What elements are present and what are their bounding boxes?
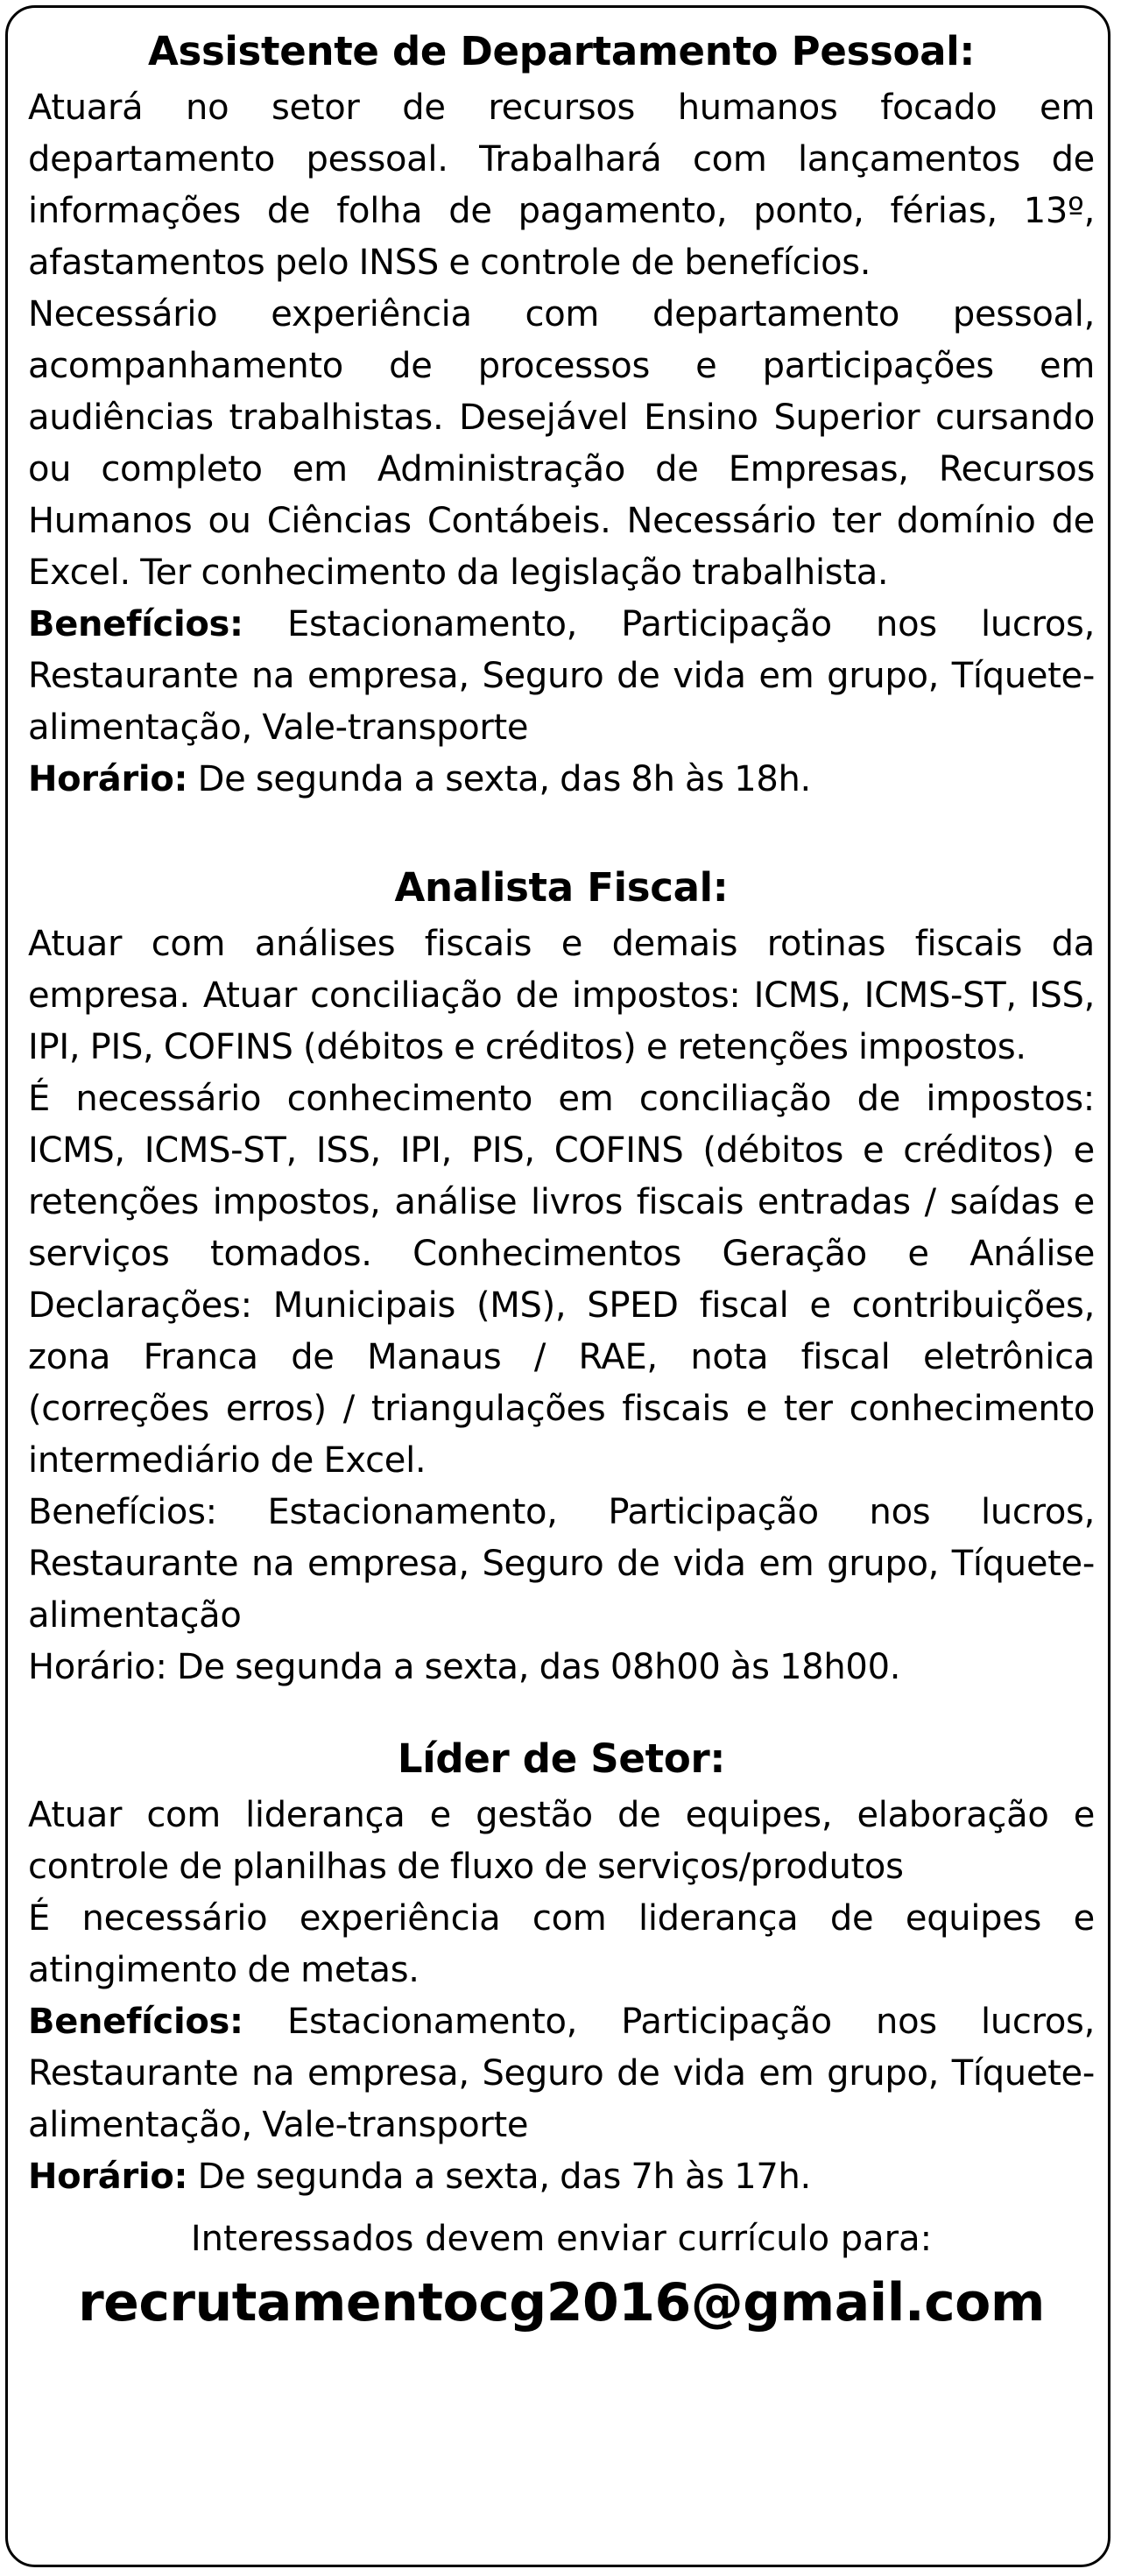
benefits-text: Estacionamento, Participação nos lucros, Restaurante na empresa, Seguro de vida em grupo, Tíquete-alimentação, Vale-transporte [28,2002,1095,2145]
benefits-text: Estacionamento, Participação nos lucros, Restaurante na empresa, Seguro de vida em grupo, Tíquete-alimentação, Vale-transporte [28,604,1095,748]
contact-section [28,2212,1095,2340]
job-requirements: Necessário experiência com departamento pessoal, acompanhamento de processos e participações em audiências trabalhistas. Desejável Ensino Superior cursando ou completo em Administração de Empresas, Recursos Humanos ou Ciências Contábeis. Necessário ter domínio de Excel. Ter conhecimento da legislação trabalhista. [28,294,1095,593]
hours-label: Horário: [28,759,188,799]
job-benefits [28,599,1095,754]
hours-label: Horário: [28,2157,188,2197]
contact-email: recrutamentocg2016@gmail.com [78,2272,1045,2333]
hours-text: De segunda a sexta, das 8h às 18h. [187,759,811,799]
contact-instructions: Interessados devem enviar currículo para: [190,2219,933,2259]
benefits-label: Benefícios: [28,2002,243,2042]
job-description: Atuar com liderança e gestão de equipes, elaboração e controle de planilhas de fluxo de serviços/produtos [28,1795,1095,1887]
job-requirements: É necessário experiência com liderança de equipes e atingimento de metas. [28,1898,1095,1990]
job-requirements: É necessário conhecimento em conciliação de impostos: ICMS, ICMS-ST, ISS, IPI, PIS, COFINS (débitos e créditos) e retenções impostos, análise livros fiscais entradas / saídas e serviços tomados. Conhecimentos Geração e Análise Declarações: Municipais (MS), SPED fiscal e contribuições, zona Franca de Manaus / RAE, nota fiscal eletrônica (correções erros) / triangulações fiscais e ter conhecimento intermediário de Excel. [28,1079,1095,1481]
job-hours [28,754,1095,806]
job-lider-setor [28,1728,1095,2203]
hours-text: De segunda a sexta, das 7h às 17h. [187,2157,811,2197]
section-spacer [28,1693,1095,1728]
job-assistente-dp [28,21,1095,806]
job-listings [28,21,1095,2340]
job-hours [28,2151,1095,2203]
section-spacer [28,806,1095,857]
benefits-label: Benefícios: [28,604,243,644]
job-title: Líder de Setor: [397,1735,726,1782]
job-hours: Horário: De segunda a sexta, das 08h00 às 18h00. [28,1647,901,1687]
job-title: Analista Fiscal: [394,864,729,911]
job-title: Assistente de Departamento Pessoal: [147,28,976,74]
job-description: Atuará no setor de recursos humanos focado em departamento pessoal. Trabalhará com lançamentos de informações de folha de pagamento, ponto, férias, 13º, afastamentos pelo INSS e controle de benefícios. [28,88,1095,283]
job-benefits: Benefícios: Estacionamento, Participação nos lucros, Restaurante na empresa, Seguro de vida em grupo, Tíquete-alimentação [28,1492,1095,1636]
job-benefits [28,1996,1095,2151]
job-description: Atuar com análises fiscais e demais rotinas fiscais da empresa. Atuar conciliação de impostos: ICMS, ICMS-ST, ISS, IPI, PIS, COFINS (débitos e créditos) e retenções impostos. [28,924,1095,1067]
job-analista-fiscal [28,857,1095,1693]
